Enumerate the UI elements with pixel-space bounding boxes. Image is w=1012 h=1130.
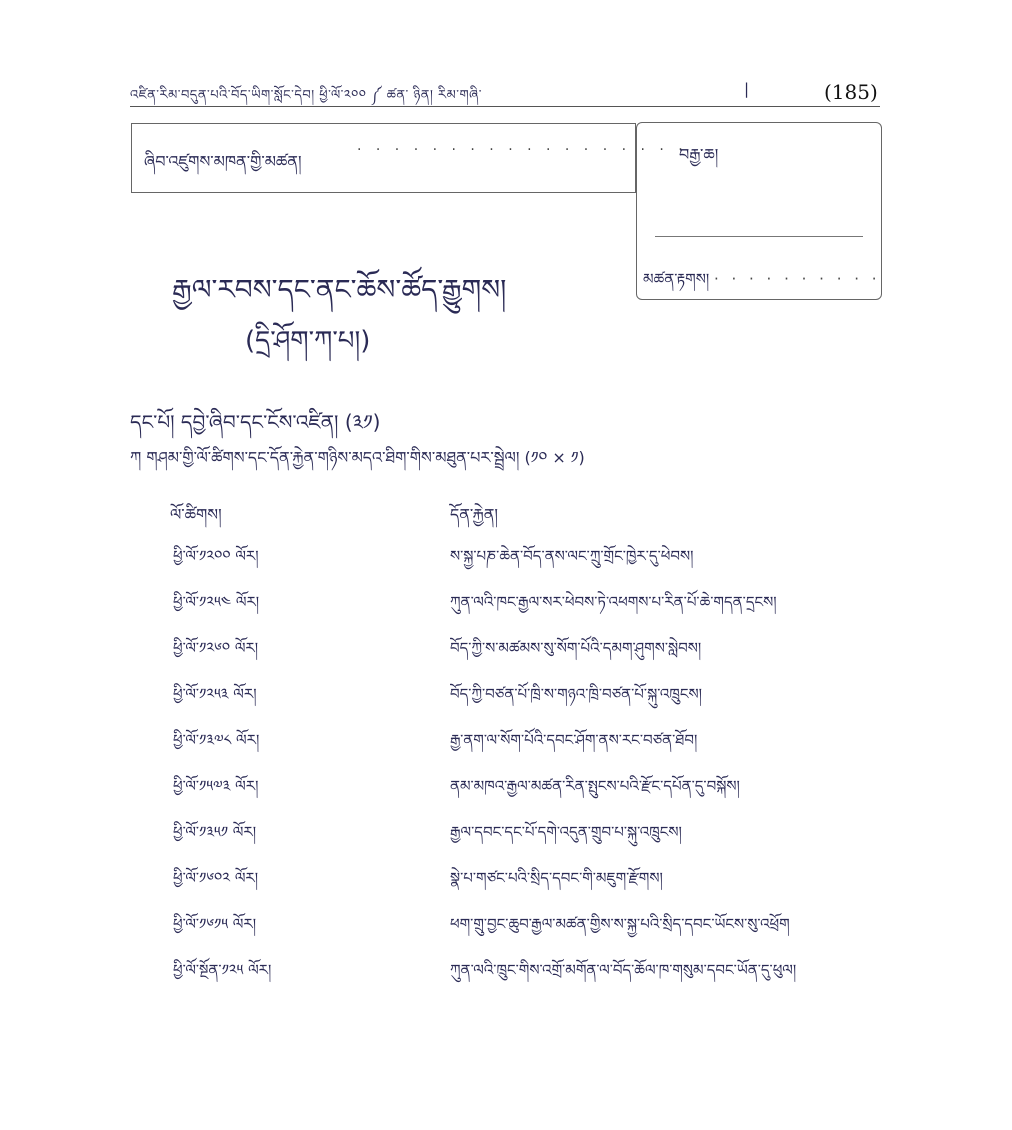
- matching-list: [0, 540, 1012, 1000]
- year-cell[interactable]: ཕྱི་ལོ་སྔོན་༡༢༥ ལོར།: [173, 961, 272, 979]
- year-cell[interactable]: ཕྱི་ལོ་༡༦༠༢ ལོར།: [173, 869, 259, 887]
- event-cell[interactable]: བོད་ཀྱི་བཙན་པོ་ཁྲི་ས་གཉའ་ཁྲི་བཙན་པོ་སྐུ་འཁྲུངས།: [450, 685, 702, 703]
- list-item: [0, 678, 1012, 724]
- list-item: [0, 862, 1012, 908]
- exam-title: རྒྱལ་རབས་དང་ནང་ཆོས་ཚོད་རྒྱུགས།: [172, 273, 507, 306]
- signature-row: [643, 263, 881, 305]
- event-cell[interactable]: སྣེ་པ་གཙང་པའི་སྲིད་དབང་གི་མཇུག་རྫོགས།: [450, 869, 663, 887]
- signature-label: མཚན་རྟགས།: [643, 270, 710, 288]
- event-cell[interactable]: ས་སྐྱ་པཎ་ཆེན་བོད་ནས་ལང་ཀྲུ་གྲོང་ཁྱེར་དུ་ཕེབས།: [450, 547, 694, 565]
- section-heading: དང་པོ། དབྱེ་ཞིབ་དང་ངོས་འཛིན། (༣༡): [130, 410, 381, 434]
- event-cell[interactable]: རྒྱ་ནག་ལ་སོག་པོའི་དབང་ཤོག་ནས་རང་བཙན་ཐོབ།: [450, 731, 698, 749]
- list-item: [0, 908, 1012, 954]
- question-instruction: ཀ གཤམ་གྱི་ལོ་ཚིགས་དང་དོན་རྐྱེན་གཉིས་མདའ་ཐིག་གིས་མཐུན་པར་སྦྲེལ། (༡༠ × ༡): [130, 448, 585, 467]
- exam-subtitle: (དྲི་ཤོག་ཀ་པ།): [245, 326, 371, 356]
- list-item: [0, 954, 1012, 1000]
- event-cell[interactable]: བོད་ཀྱི་ས་མཚམས་སུ་སོག་པོའི་དམག་ཤུགས་སླེབས།: [450, 639, 702, 657]
- event-cell[interactable]: ཀུན་ལའི་ཁང་རྒྱལ་སར་ཕེབས་ཏེ་འཕགས་པ་རིན་པོ་ཆེ་གདན་དྲངས།: [450, 593, 777, 611]
- student-name-label: ཞིབ་འཛུགས་མཁན་གྱི་མཚན།: [144, 152, 302, 171]
- score-box[interactable]: [636, 122, 882, 300]
- list-item: [0, 816, 1012, 862]
- column-header-events: དོན་རྐྱེན།: [450, 505, 498, 524]
- score-line: [655, 236, 863, 237]
- event-cell[interactable]: ཕག་གྲུ་བྱང་ཆུབ་རྒྱལ་མཚན་གྱིས་ས་སྐྱ་པའི་སྲིད་དབང་ཡོངས་སུ་འཕྲོག: [450, 915, 790, 933]
- year-cell[interactable]: ཕྱི་ལོ་༡༢༥༤ ལོར།: [173, 593, 260, 611]
- student-name-box[interactable]: [131, 123, 688, 193]
- list-item: [0, 586, 1012, 632]
- running-title: འཛིན་རིམ་བདུན་པའི་བོད་ཡིག་སློང་དེབ། ཕྱི་ལོ་༢༠༠ ༼ ཚན་ ཉིན། རིམ་གཞི་: [130, 88, 482, 103]
- header-separator: |: [744, 80, 750, 98]
- event-cell[interactable]: རྒྱལ་དབང་དང་པོ་དགེ་འདུན་གྲུབ་པ་སྐུ་འཁྲུངས།: [450, 823, 682, 841]
- year-cell[interactable]: ཕྱི་ལོ་༡༣༧༨ ལོར།: [173, 731, 260, 749]
- page-number: (185): [824, 80, 878, 104]
- year-cell[interactable]: ཕྱི་ལོ་༡༢༦༠ ལོར།: [173, 639, 259, 657]
- event-cell[interactable]: ཀུན་ལའི་ཁྲུང་གིས་འགྲོ་མགོན་ལ་བོད་ཆོལ་ཁ་གསུམ་དབང་ཡོན་དུ་ཕུལ།: [450, 961, 797, 979]
- year-cell[interactable]: ཕྱི་ལོ་༡༥༧༣ ལོར།: [173, 777, 259, 795]
- signature-dots: · · · · · · · · · ·: [713, 270, 881, 288]
- year-cell[interactable]: ཕྱི་ལོ་༡༦༡༥ ལོར།: [173, 915, 257, 933]
- list-item: [0, 770, 1012, 816]
- score-label: བརྒྱ་ཆ།: [679, 145, 719, 164]
- header-rule: [130, 106, 880, 107]
- year-cell[interactable]: ཕྱི་ལོ་༡༣༥༡ ལོར།: [173, 823, 257, 841]
- list-item: [0, 632, 1012, 678]
- list-item: [0, 540, 1012, 586]
- list-item: [0, 724, 1012, 770]
- year-cell[interactable]: ཕྱི་ལོ་༡༢༥༣ ལོར།: [173, 685, 257, 703]
- event-cell[interactable]: ནམ་མཁའ་རྒྱལ་མཚན་རིན་སྤུངས་པའི་རྫོང་དཔོན་དུ་བསྐོས།: [450, 777, 740, 795]
- column-header-years: ལོ་ཚིགས།: [170, 505, 222, 524]
- student-name-dots: · · · · · · · · · · · · · · · · · ·: [357, 142, 688, 158]
- year-cell[interactable]: ཕྱི་ལོ་༡༢༠༠ ལོར།: [173, 547, 259, 565]
